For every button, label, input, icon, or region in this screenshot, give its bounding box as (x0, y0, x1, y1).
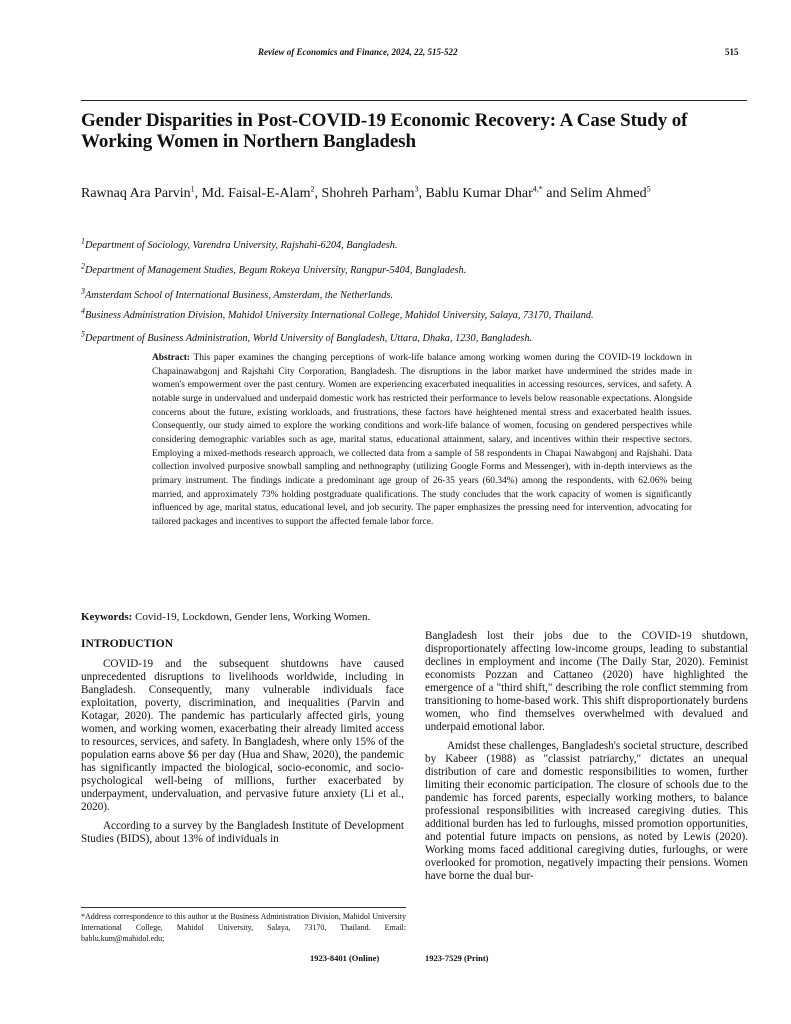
footnote-rule (81, 907, 406, 908)
author-separator: , (194, 186, 202, 201)
author-affiliation-mark: 4,* (532, 184, 543, 194)
affiliation-text: Amsterdam School of International Business, Amsterdam, the Netherlands. (85, 290, 393, 301)
affiliation (81, 286, 751, 302)
body-column-left (81, 658, 404, 846)
paragraph: COVID-19 and the subsequent shutdowns have caused unprecedented disruptions to livelihoods worldwide, including in Bangladesh. Consequently, many vulnerable individuals face exploitation, poverty, discrimination, and inequalities (Parvin and Kotagar, 2020). The pandemic has particularly affected girls, young women, and working women, exacerbating their already limited access to resources, services, and safety. In Bangladesh, where only 15% of the population earns above $6 per day (Hua and Shaw, 2020), the pandemic has significantly impacted the biological, socio-economic, and socio-psychological well-being of millions, further exacerbated by underpayment, undervaluation, and pervasive future anxiety (Li et al., 2020). (81, 658, 404, 813)
paragraph: Amidst these challenges, Bangladesh's societal structure, described by Kabeer (1988) as "classist patriarchy," dictates an unequal distribution of care and domestic responsibilities to women, further limiting their economic participation. The closure of schools due to the pandemic has forced parents, especially working mothers, to balance professional responsibilities with increased caregiving duties. This additional burden has led to furloughs, missed promotion opportunities, and potential future impacts on pensions, as noted by Lewis (2020). Working moms faced additional caregiving duties, furloughs, or were overlooked for promotion, negatively impacting their pensions. Women have borne the dual bur- (425, 739, 748, 882)
affiliation-text: Department of Sociology, Varendra University, Rajshahi-6204, Bangladesh. (85, 240, 398, 251)
author-affiliation-mark: 3 (414, 184, 419, 194)
author-list (81, 184, 749, 203)
paper-title: Gender Disparities in Post-COVID-19 Economic Recovery: A Case Study of Working Women in Northern Bangladesh (81, 110, 688, 152)
affiliation-mark: 1 (81, 236, 85, 246)
affiliation (81, 236, 751, 252)
author-separator: and (542, 186, 570, 201)
author-affiliation-mark: 2 (310, 184, 315, 194)
affiliation-text: Department of Business Administration, World University of Bangladesh, Uttara, Dhaka, 1230, Bangladesh. (85, 333, 533, 344)
affiliation-mark: 4 (81, 306, 85, 316)
author-name: Rawnaq Ara Parvin (81, 186, 191, 201)
author-separator: , (418, 186, 426, 201)
affiliation-text: Business Administration Division, Mahidol University International College, Mahidol University, Salaya, 73170, Thailand. (85, 310, 594, 321)
abstract-label: Abstract: (152, 353, 191, 363)
abstract (152, 352, 692, 530)
author-affiliation-mark: 5 (646, 184, 651, 194)
body-column-right (425, 630, 748, 883)
issn-online: 1923-8401 (Online) (310, 953, 380, 963)
page-number: 515 (725, 47, 739, 57)
affiliation (81, 329, 751, 345)
affiliation-mark: 5 (81, 329, 85, 339)
author-name: Selim Ahmed (570, 186, 647, 201)
keywords-label: Keywords: (81, 611, 133, 623)
author-name: Md. Faisal-E-Alam (201, 186, 311, 201)
header-rule (81, 100, 747, 101)
affiliation (81, 306, 751, 322)
author-name: Bablu Kumar Dhar (425, 186, 533, 201)
author-separator: , (314, 186, 322, 201)
abstract-text: This paper examines the changing perceptions of work-life balance among working women during the COVID-19 lockdown in Chapainawabgonj and Rajshahi City Corporation, Bangladesh. The disruptions in the labor market have undermined the strides made in women's empowerment over the past century. Women are experiencing exacerbated inequalities in accessing resources, services, and safety. A notable surge in undervalued and underpaid domestic work has restricted their performance to levels below reasonable expectations. Alongside concerns about the future, existing workloads, and frustrations, these factors have heightened mental stress and exacerbated health issues. Consequently, our study aimed to explore the working conditions and work-life balance of women, focusing on gendered perspectives while considering demographic variables such as age, marital status, educational attainment, salary, and incentives within their respective sectors. Employing a mixed-methods research approach, we collected data from a sample of 58 respondents in Chapai Nawabgonj and Rajshahi. Data collection involved purposive snowball sampling and nethnography (utilizing Google Forms and Messenger), with in-depth interviews as the primary instrument. The findings indicate a predominant age group of 26-35 years (60.34%) among the respondents, with 62.06% being married, and approximately 73% holding postgraduate qualifications. The study concludes that the work capacity of women is significantly influenced by age, marital status, educational level, and job security. The paper emphasizes the pressing need for intervention, advocating for tailored packages and incentives to support the affected female labor force. (152, 353, 692, 527)
section-heading-introduction: INTRODUCTION (81, 638, 174, 650)
paragraph: Bangladesh lost their jobs due to the COVID-19 shutdown, disproportionately affecting low-income groups, leading to substantial declines in employment and income (The Daily Star, 2020). Feminist economists Pozzan and Cattaneo (2020) have highlighted the emergence of a "third shift," describing the role conflict stemming from transitioning to home-based work. This shift disproportionately burdens women, who find themselves overwhelmed with devalued and underpaid emotional labor. (425, 630, 748, 733)
paragraph: According to a survey by the Bangladesh Institute of Development Studies (BIDS), about 13% of individuals in (81, 819, 404, 845)
keywords (81, 611, 370, 623)
affiliation (81, 261, 751, 277)
affiliation-text: Department of Management Studies, Begum Rokeya University, Rangpur-5404, Bangladesh. (85, 265, 467, 276)
affiliation-mark: 2 (81, 261, 85, 271)
correspondence-footnote: *Address correspondence to this author at the Business Administration Division, Mahidol University International College, Mahidol University, Salaya, 73170, Thailand. Email: bablu.kum@mahidol.edu; (81, 912, 406, 943)
running-header: Review of Economics and Finance, 2024, 22, 515-522 (258, 47, 458, 57)
author-name: Shohreh Parham (321, 186, 415, 201)
affiliation-mark: 3 (81, 286, 85, 296)
issn-print: 1923-7529 (Print) (425, 953, 489, 963)
keywords-text: Covid-19, Lockdown, Gender lens, Working Women. (135, 611, 371, 623)
author-affiliation-mark: 1 (190, 184, 195, 194)
